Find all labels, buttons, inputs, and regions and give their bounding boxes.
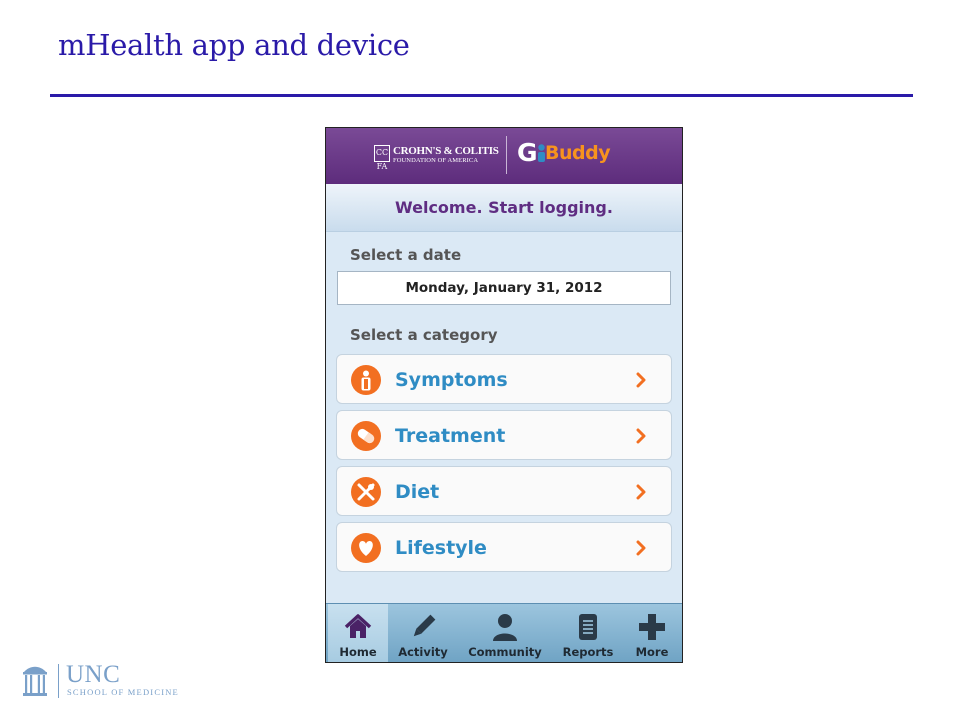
- category-section-label: Select a category: [350, 326, 498, 344]
- date-section-label: Select a date: [350, 246, 462, 264]
- tab-more[interactable]: [624, 604, 680, 663]
- foundation-name: CROHN'S & COLITIS: [393, 145, 499, 157]
- category-treatment[interactable]: [336, 410, 672, 460]
- foundation-subtitle: FOUNDATION OF AMERICA: [393, 157, 479, 164]
- tab-label: Community: [468, 645, 542, 659]
- tab-label: Activity: [398, 645, 448, 659]
- chevron-right-icon: [635, 540, 647, 556]
- tab-home[interactable]: [328, 604, 388, 663]
- category-diet[interactable]: [336, 466, 672, 516]
- school-name: SCHOOL OF MEDICINE: [67, 687, 179, 697]
- date-selector[interactable]: Monday, January 31, 2012: [337, 271, 671, 305]
- person-silhouette-icon: [490, 612, 520, 642]
- utensils-icon: [351, 477, 381, 507]
- chevron-right-icon: [635, 428, 647, 444]
- tab-label: More: [635, 645, 669, 659]
- chevron-right-icon: [635, 484, 647, 500]
- tab-community[interactable]: [458, 604, 552, 663]
- tab-label: Home: [339, 645, 377, 659]
- welcome-banner: Welcome. Start logging.: [326, 184, 682, 232]
- footer-divider: [58, 664, 59, 698]
- app-logo-buddy: Buddy: [545, 142, 611, 164]
- tab-reports[interactable]: [552, 604, 624, 663]
- app-logo-g: G: [517, 138, 538, 167]
- pencil-icon: [408, 612, 438, 642]
- plus-icon: [637, 612, 667, 642]
- home-icon: [343, 612, 373, 642]
- tab-activity[interactable]: [388, 604, 458, 663]
- app-header: [326, 128, 682, 184]
- category-label: Treatment: [395, 425, 506, 447]
- category-label: Lifestyle: [395, 537, 487, 559]
- category-symptoms[interactable]: [336, 354, 672, 404]
- institution-name: UNC: [66, 661, 121, 688]
- document-icon: [573, 612, 603, 642]
- category-lifestyle[interactable]: [336, 522, 672, 572]
- person-icon: [351, 365, 381, 395]
- category-label: Diet: [395, 481, 440, 503]
- old-well-logo-icon: [22, 662, 48, 698]
- ccfa-logo: CC FA: [374, 145, 390, 162]
- phone-screen: [325, 127, 683, 663]
- slide-title: mHealth app and device: [58, 28, 410, 62]
- chevron-right-icon: [635, 372, 647, 388]
- category-label: Symptoms: [395, 369, 508, 391]
- tab-label: Reports: [562, 645, 614, 659]
- heart-icon: [351, 533, 381, 563]
- pill-icon: [351, 421, 381, 451]
- title-rule: [50, 94, 913, 97]
- tab-bar: [326, 603, 682, 663]
- header-divider: [506, 136, 507, 174]
